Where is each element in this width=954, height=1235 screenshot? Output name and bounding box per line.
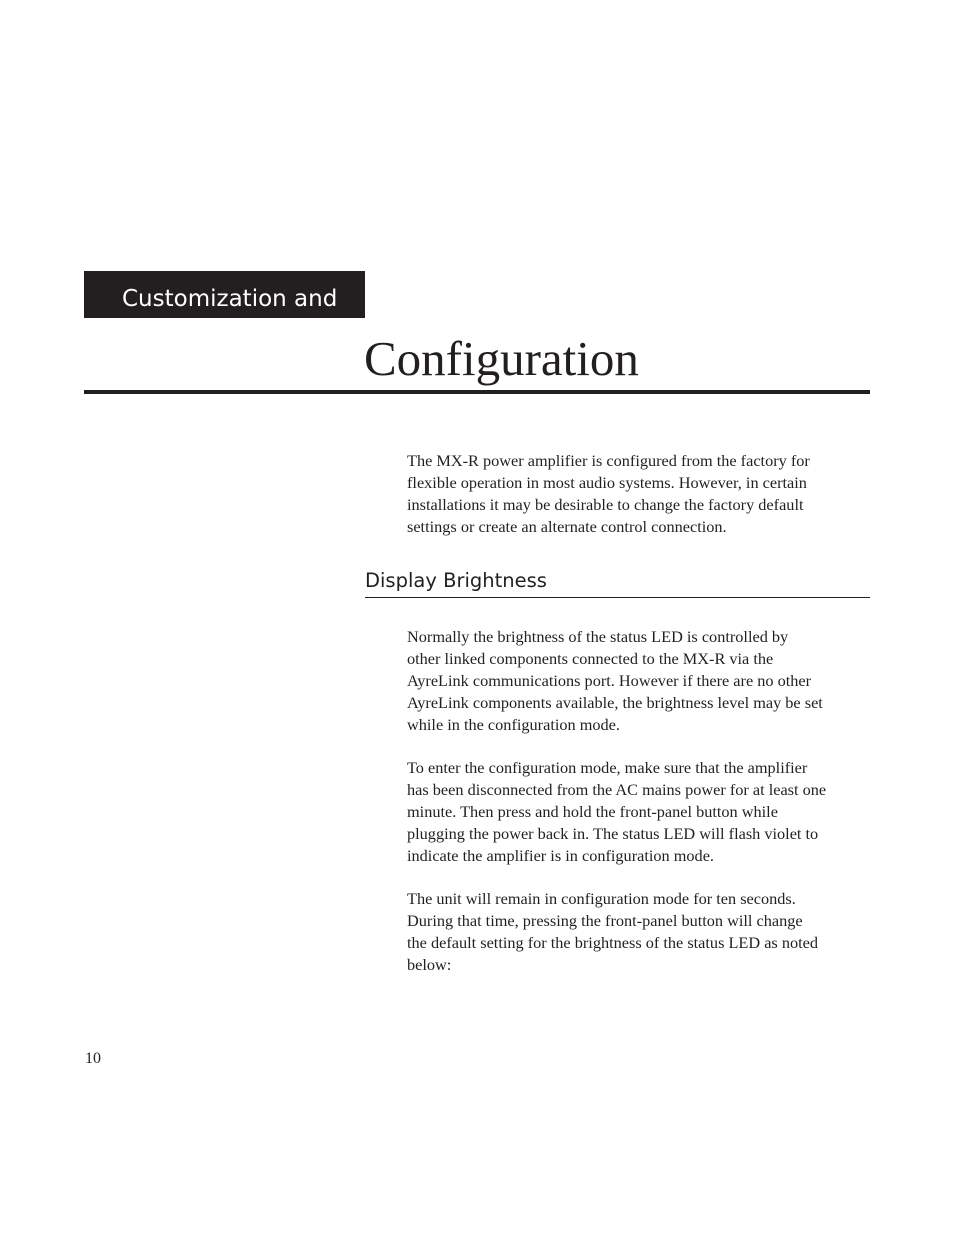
body-paragraph: To enter the configuration mode, make sure that the amplifier has been disconnected from the AC mains power for at least one minute. Then press and hold the front-panel button while plugging the power back in. The status LED will flash violet to indicate the amplifier is in configuration mode. xyxy=(407,758,827,865)
page-number: 10 xyxy=(85,1050,101,1067)
body-paragraph: The unit will remain in configuration mode for ten seconds. During that time, pressing the front-panel button will change the default setting for the brightness of the status LED as noted below: xyxy=(407,889,819,974)
title-divider xyxy=(84,390,870,394)
body-paragraph: Normally the brightness of the status LED is controlled by other linked components connected to the MX-R via the AyreLink communications port. However if there are no other AyreLink components available, the brightness level may be set while in the configuration mode. xyxy=(407,627,823,734)
intro-paragraph: The MX-R power amplifier is configured from the factory for flexible operation in most audio systems. However, in certain installations it may be desirable to change the factory default settings or create an alternate control connection. xyxy=(407,451,810,536)
chapter-title: Configuration xyxy=(364,331,639,386)
section-label: Customization and xyxy=(122,286,338,312)
display-brightness-heading: Display Brightness xyxy=(365,569,547,592)
section-tab xyxy=(84,271,365,318)
heading-divider xyxy=(365,597,870,598)
